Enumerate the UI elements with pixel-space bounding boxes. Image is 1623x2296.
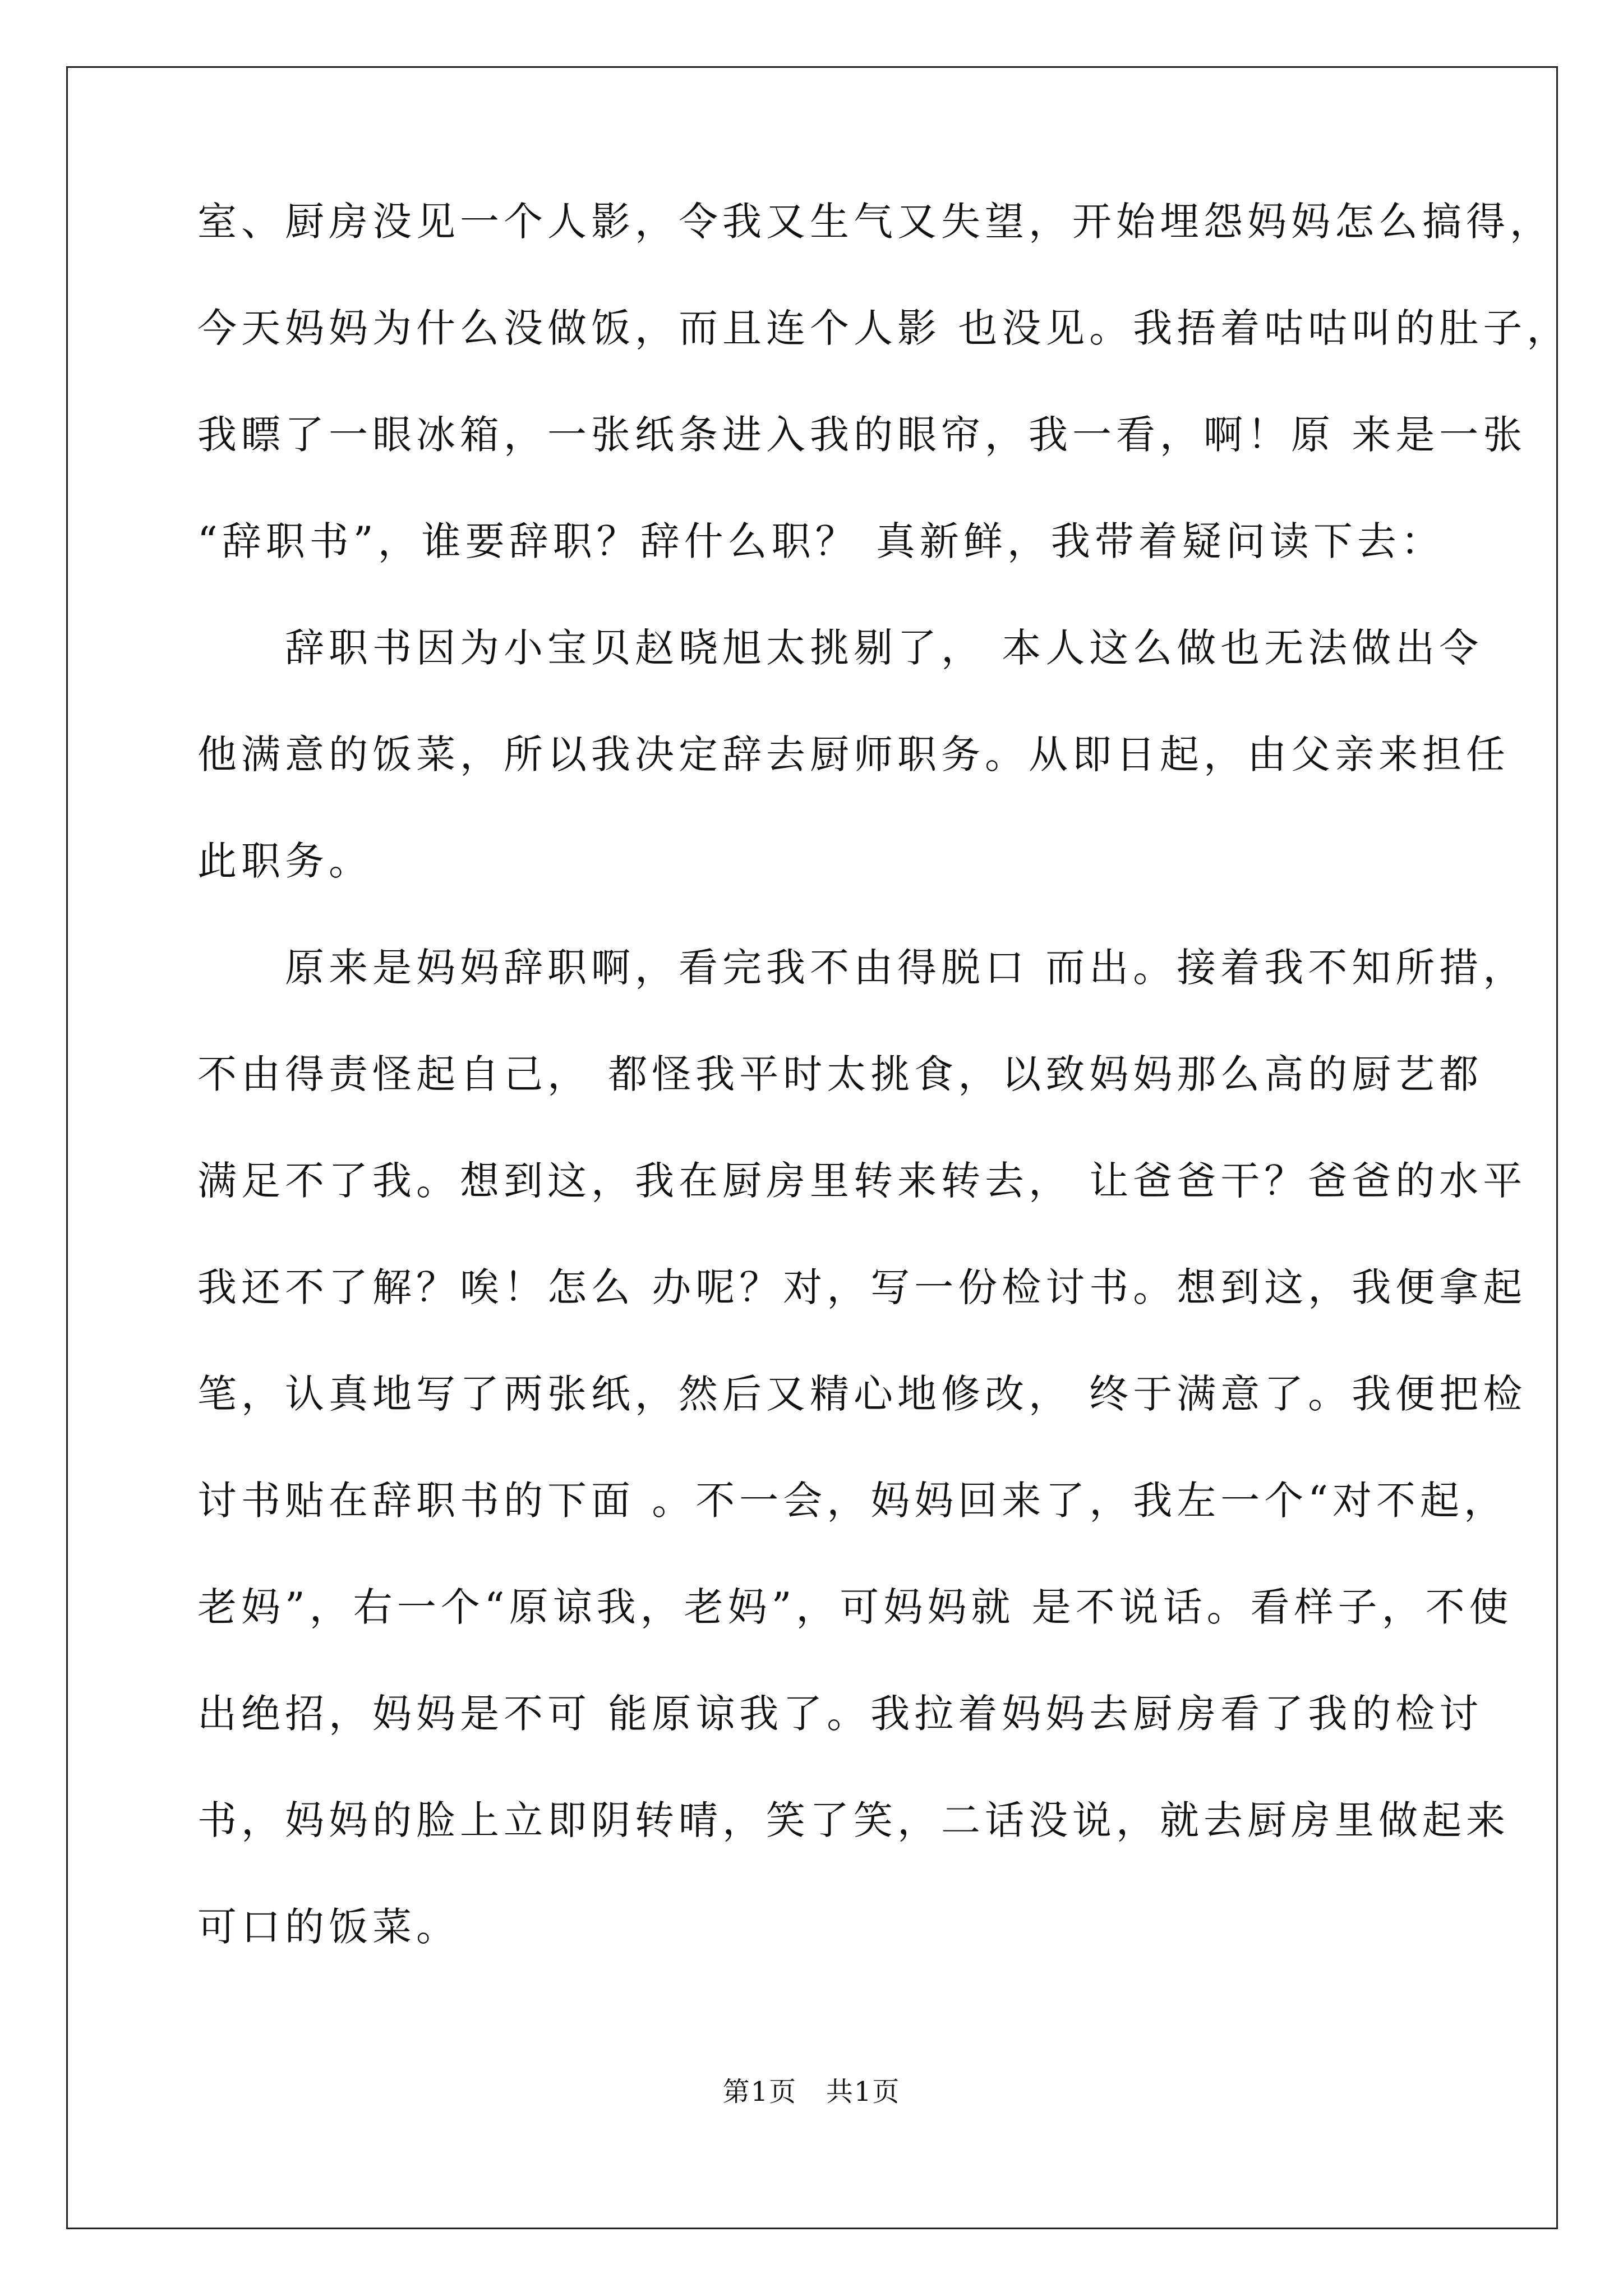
page-number-footer: 第1页 共1页	[722, 2076, 901, 2108]
paragraph-start-line: 辞职书因为小宝贝赵晓旭太挑剔了， 本人这么做也无法做出令	[285, 625, 1483, 671]
paragraph-start-line: 原来是妈妈辞职啊，看完我不由得脱口 而出。接着我不知所措，	[285, 945, 1527, 991]
text-line: 出绝招，妈妈是不可 能原谅我了。我拉着妈妈去厨房看了我的检讨	[197, 1691, 1483, 1737]
text-line: 我还不了解？唉！怎么 办呢？对，写一份检讨书。想到这，我便拿起	[197, 1264, 1527, 1310]
text-line: 笔，认真地写了两张纸，然后又精心地修改， 终于满意了。我便把检	[197, 1371, 1527, 1417]
document-body	[197, 168, 1571, 1980]
text-line: 满足不了我。想到这，我在厨房里转来转去， 让爸爸干？爸爸的水平	[197, 1158, 1527, 1204]
text-line: “辞职书”，谁要辞职？辞什么职？ 真新鲜，我带着疑问读下去：	[197, 518, 1445, 564]
text-line: 讨书贴在辞职书的下面 。不一会，妈妈回来了，我左一个“对不起，	[197, 1478, 1508, 1524]
text-line: 我瞟了一眼冰箱，一张纸条进入我的眼帘，我一看，啊！原 来是一张	[197, 412, 1527, 458]
text-line: 书，妈妈的脸上立即阴转晴，笑了笑，二话没说，就去厨房里做起来	[197, 1797, 1510, 1843]
text-line: 此职务。	[197, 838, 372, 884]
text-line: 不由得责怪起自己， 都怪我平时太挑食，以致妈妈那么高的厨艺都	[197, 1051, 1483, 1097]
text-line: 他满意的饭菜，所以我决定辞去厨师职务。从即日起，由父亲来担任	[197, 731, 1510, 777]
text-line: 老妈”，右一个“原谅我，老妈”，可妈妈就 是不说话。看样子，不使	[197, 1584, 1513, 1630]
text-line: 可口的饭菜。	[197, 1904, 460, 1950]
text-line: 室、厨房没见一个人影，令我又生气又失望，开始埋怨妈妈怎么搞得，	[197, 199, 1553, 245]
text-line: 今天妈妈为什么没做饭，而且连个人影 也没见。我捂着咕咕叫的肚子，	[197, 305, 1571, 351]
